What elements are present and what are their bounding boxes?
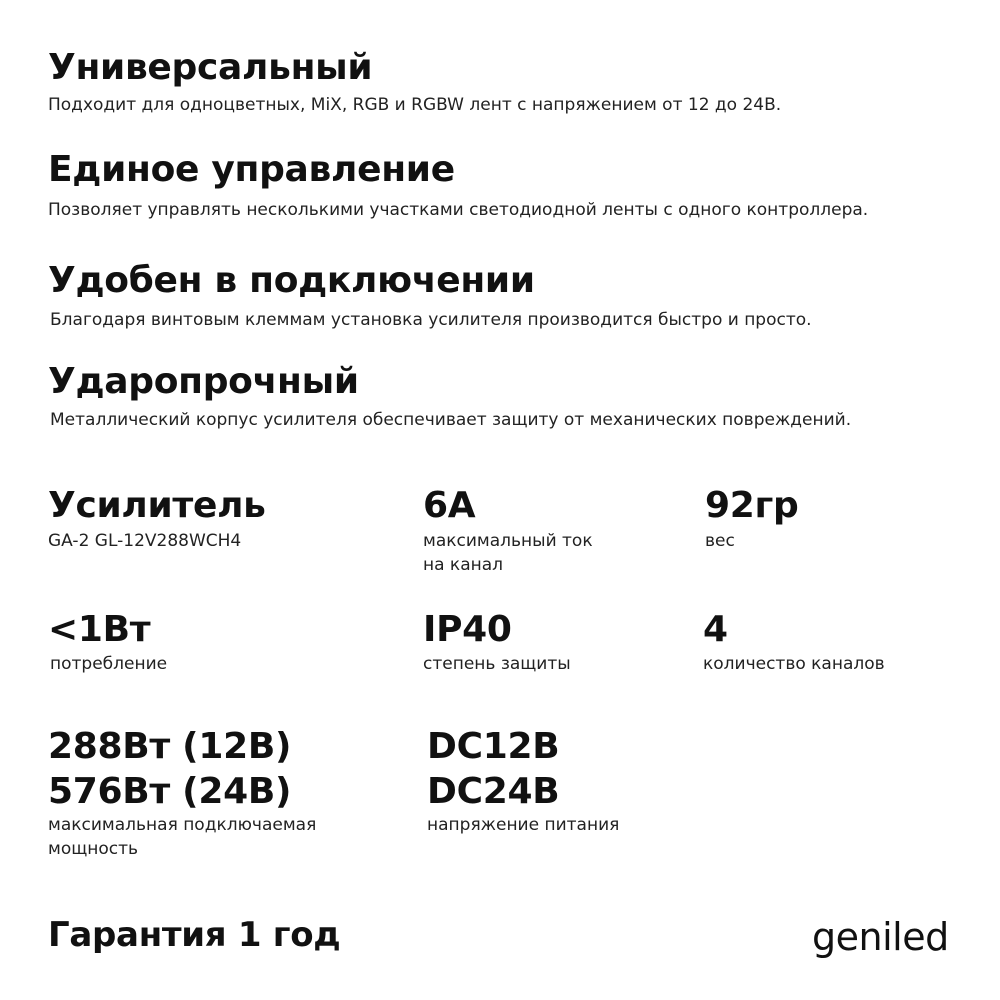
spec-channels-value: 4	[703, 609, 728, 650]
spec-channels-label: количество каналов	[703, 654, 885, 674]
feature-desc-universal: Подходит для одноцветных, MiX, RGB и RGBW лент с напряжением от 12 до 24В.	[48, 95, 782, 115]
spec-product-value: Усилитель	[48, 485, 266, 526]
spec-weight-label: вес	[705, 531, 735, 551]
feature-title-unified-control: Единое управление	[48, 149, 455, 190]
brand-logo: geniled	[812, 915, 949, 959]
spec-consumption-label: потребление	[50, 654, 168, 674]
feature-title-easy-connection: Удобен в подключении	[48, 260, 535, 301]
spec-weight-value: 92гр	[705, 485, 799, 526]
spec-power-value-line1: 288Вт (12В)	[48, 726, 292, 767]
warranty-text: Гарантия 1 год	[48, 915, 341, 955]
feature-desc-easy-connection: Благодаря винтовым клеммам установка усилителя производится быстро и просто.	[50, 310, 812, 330]
feature-title-universal: Универсальный	[48, 47, 373, 88]
spec-product-model: GA-2 GL-12V288WCH4	[48, 531, 242, 551]
spec-current-value: 6А	[423, 485, 476, 526]
spec-power-label-line1: максимальная подключаемая	[48, 815, 317, 835]
spec-protection-value: IP40	[423, 609, 512, 650]
spec-consumption-value: <1Вт	[48, 609, 151, 650]
spec-voltage-label: напряжение питания	[427, 815, 620, 835]
feature-title-shockproof: Ударопрочный	[48, 361, 359, 402]
spec-voltage-value-line2: DC24В	[427, 771, 560, 812]
spec-current-label-line1: максимальный ток	[423, 531, 593, 551]
spec-power-value-line2: 576Вт (24В)	[48, 771, 292, 812]
spec-power-label-line2: мощность	[48, 839, 139, 859]
feature-desc-shockproof: Металлический корпус усилителя обеспечивает защиту от механических повреждений.	[50, 410, 852, 430]
spec-protection-label: степень защиты	[423, 654, 571, 674]
spec-voltage-value-line1: DC12В	[427, 726, 560, 767]
spec-current-label-line2: на канал	[423, 555, 504, 575]
feature-desc-unified-control: Позволяет управлять несколькими участками светодиодной ленты с одного контроллера.	[48, 200, 869, 220]
